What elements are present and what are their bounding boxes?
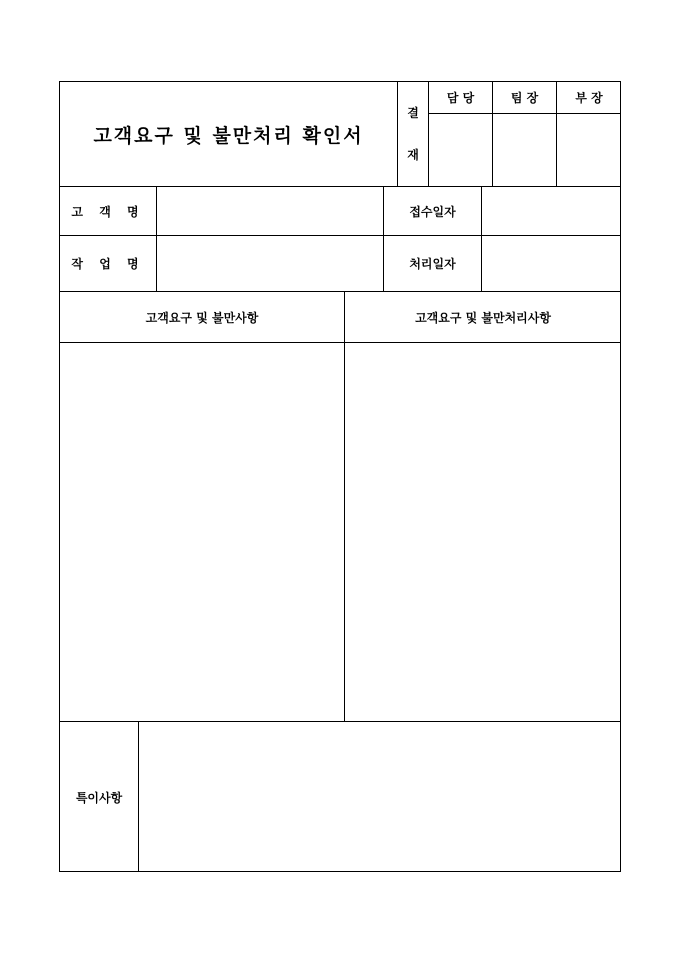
approval-role-department-head: 부 장 (575, 91, 603, 105)
remarks-textarea[interactable] (139, 722, 621, 872)
resolution-textarea[interactable] (345, 343, 621, 721)
approval-label-top: 결 (407, 105, 419, 120)
confirmation-form (59, 81, 621, 872)
requirements-textarea[interactable] (60, 343, 344, 721)
customer-name-label: 고 객 명 (71, 204, 145, 219)
processed-date-label: 처리일자 (409, 257, 456, 271)
approval-role-manager: 담 당 (446, 91, 475, 105)
approval-label-bottom: 재 (407, 147, 419, 162)
job-name-field[interactable] (157, 236, 383, 291)
signature-box-manager[interactable] (429, 114, 492, 186)
processed-date-field[interactable] (482, 236, 621, 291)
resolution-header: 고객요구 및 불만처리사항 (415, 310, 551, 325)
received-date-field[interactable] (482, 187, 621, 235)
approval-role-team-leader: 팀 장 (510, 91, 539, 105)
received-date-label: 접수일자 (409, 204, 456, 219)
remarks-label: 특이사항 (75, 790, 123, 805)
customer-name-field[interactable] (157, 187, 383, 235)
signature-box-team-leader[interactable] (493, 114, 556, 186)
signature-box-department-head[interactable] (557, 114, 621, 186)
approval-divider (397, 82, 398, 186)
form-title: 고객요구 및 불만처리 확인서 (93, 124, 364, 147)
job-name-label: 작 업 명 (71, 257, 145, 271)
requirements-header: 고객요구 및 불만사항 (145, 310, 259, 325)
